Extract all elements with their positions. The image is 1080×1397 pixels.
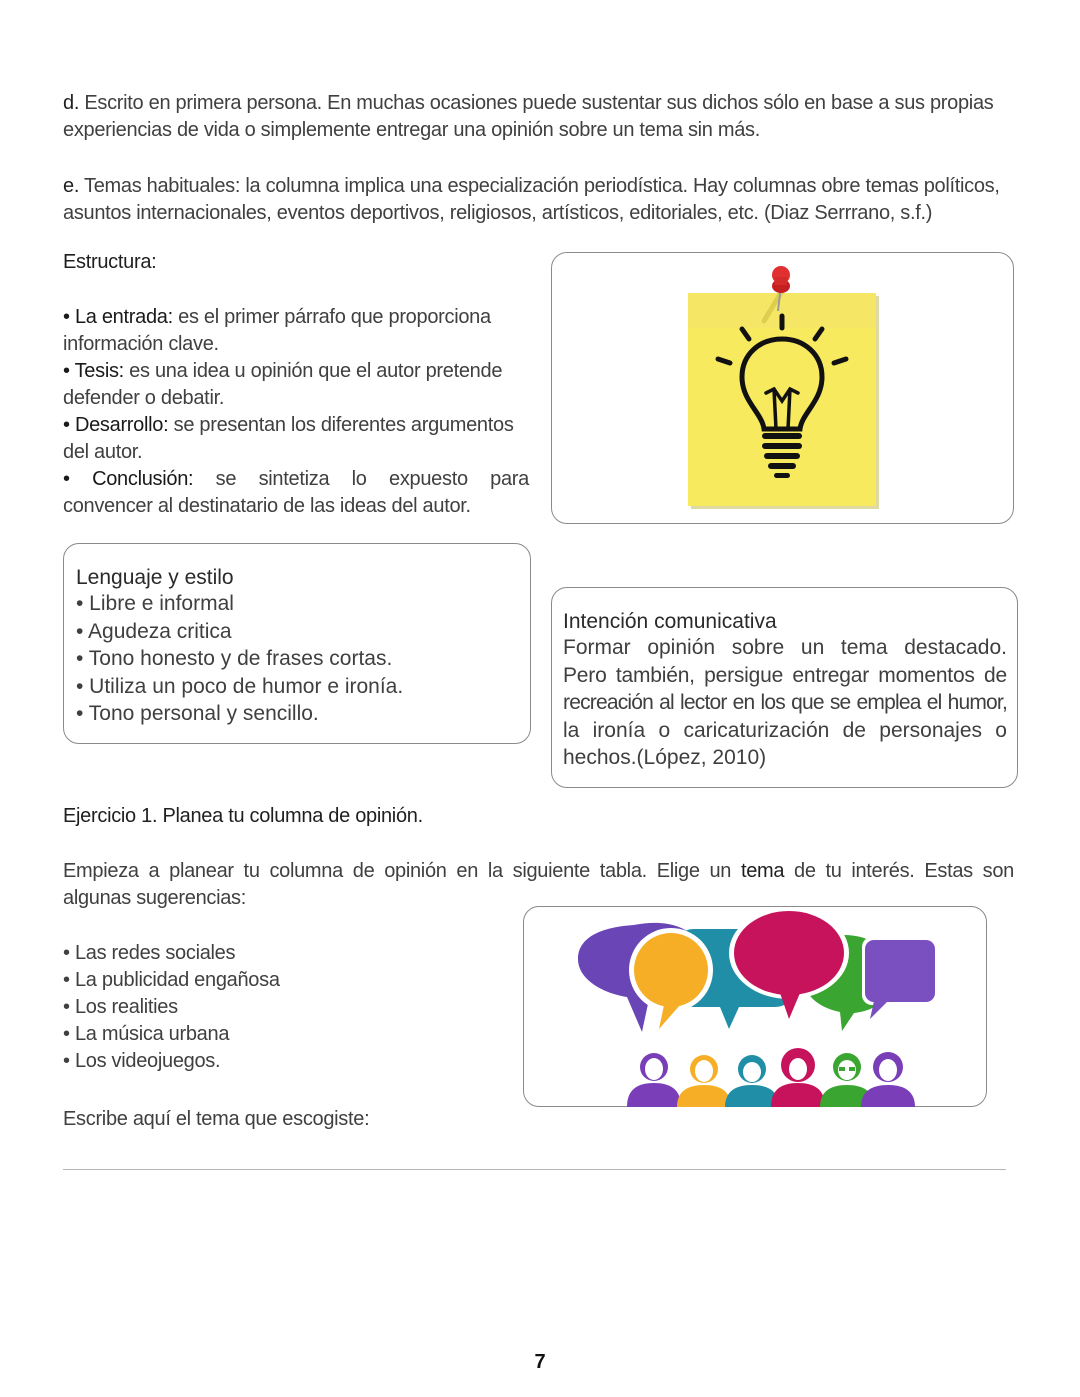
suggestion-list — [63, 940, 280, 1075]
lenguaje-estilo-list — [76, 590, 403, 728]
intencion-line: hechos.(López, 2010) — [563, 746, 767, 769]
estructura-text-conclusion-2: convencer al destinatario de las ideas del autor. — [63, 495, 471, 517]
ejercicio-intro — [63, 858, 1014, 912]
lenguaje-item: • Agudeza critica — [76, 619, 232, 643]
suggestion-item: • La publicidad engañosa — [63, 969, 280, 991]
speech-bubbles-illustration-box — [523, 906, 987, 1107]
lenguaje-item: • Tono personal y sencillo. — [76, 702, 319, 725]
suggestion-item: • Los videojuegos. — [63, 1050, 221, 1072]
estructura-text-entrada-1: es el primer párrafo que proporciona — [172, 306, 491, 328]
estructura-text-desarrollo-2: del autor. — [63, 441, 143, 463]
paragraph-d — [63, 90, 1023, 144]
paragraph-e-line1: Temas habituales: la columna implica una especialización periodística. Hay columnas obre temas políticos, — [84, 175, 1000, 197]
suggestion-item: • La música urbana — [63, 1023, 230, 1045]
estructura-text-tesis-1: es una idea u opinión que el autor pretende — [123, 360, 503, 382]
intencion-line: Formar opinión sobre un tema destacado. — [563, 636, 1007, 659]
estructura-term-entrada: • La entrada: — [63, 306, 173, 328]
intencion-line: Pero también, persigue entregar momentos de — [563, 663, 1007, 687]
paragraph-e — [63, 173, 1023, 227]
lenguaje-item: • Libre e informal — [76, 592, 234, 615]
page-number: 7 — [534, 1351, 546, 1373]
ejercicio-intro-a: Empieza a planear tu columna de opinión en la siguiente tabla. Elige un — [63, 860, 741, 882]
estructura-text-entrada-2: información clave. — [63, 333, 219, 355]
paragraph-e-line2: asuntos internacionales, eventos deportivos, religiosos, artísticos, editoriales, etc. (Diaz Serrrano, s.f.) — [63, 202, 933, 224]
prompt-text: Escribe aquí el tema que escogiste: — [63, 1108, 370, 1130]
paragraph-d-line1: Escrito en primera persona. En muchas ocasiones puede sustentar sus dichos sólo en base a sus propias — [84, 92, 994, 114]
label-e: e. — [63, 175, 80, 197]
intencion-line: la ironía o caricaturización de personajes o — [563, 718, 1007, 742]
estructura-text-desarrollo-1: se presentan los diferentes argumentos — [168, 414, 514, 436]
estructura-term-desarrollo: • Desarrollo: — [63, 414, 169, 436]
ejercicio-intro-line2: algunas sugerencias: — [63, 887, 247, 909]
people-speech-bubbles-icon — [524, 907, 988, 1108]
lightbulb-illustration-box — [551, 252, 1014, 524]
ejercicio-intro-bold: tema — [740, 860, 785, 882]
estructura-heading: Estructura: — [63, 251, 157, 273]
intencion-line: recreación al lector en los que se emplea el humor, — [563, 691, 1007, 714]
ejercicio-intro-b: de tu interés. Estas son — [784, 860, 1014, 882]
lenguaje-estilo-box — [63, 543, 531, 744]
lenguaje-item: • Utiliza un poco de humor e ironía. — [76, 674, 404, 698]
paragraph-d-line2: experiencias de vida o simplemente entregar una opinión sobre un tema sin más. — [63, 119, 761, 141]
estructura-text-tesis-2: defender o debatir. — [63, 387, 225, 409]
ejercicio-title: Ejercicio 1. Planea tu columna de opinión. — [63, 805, 423, 827]
estructura-text-conclusion-1: se sintetiza lo expuesto para — [193, 468, 529, 490]
estructura-term-tesis: • Tesis: — [63, 360, 124, 382]
sticky-note-lightbulb-icon — [552, 253, 1015, 525]
estructura-list — [63, 304, 529, 520]
suggestion-item: • Las redes sociales — [63, 942, 236, 964]
estructura-term-conclusion: • Conclusión: — [63, 468, 194, 490]
lenguaje-estilo-title: Lenguaje y estilo — [76, 566, 234, 589]
intencion-body — [563, 634, 1007, 772]
suggestion-item: • Los realities — [63, 996, 178, 1018]
intencion-comunicativa-box — [551, 587, 1018, 788]
answer-line[interactable] — [63, 1169, 1006, 1170]
intencion-title: Intención comunicativa — [563, 610, 777, 633]
lenguaje-item: • Tono honesto y de frases cortas. — [76, 647, 393, 670]
label-d: d. — [63, 92, 80, 114]
